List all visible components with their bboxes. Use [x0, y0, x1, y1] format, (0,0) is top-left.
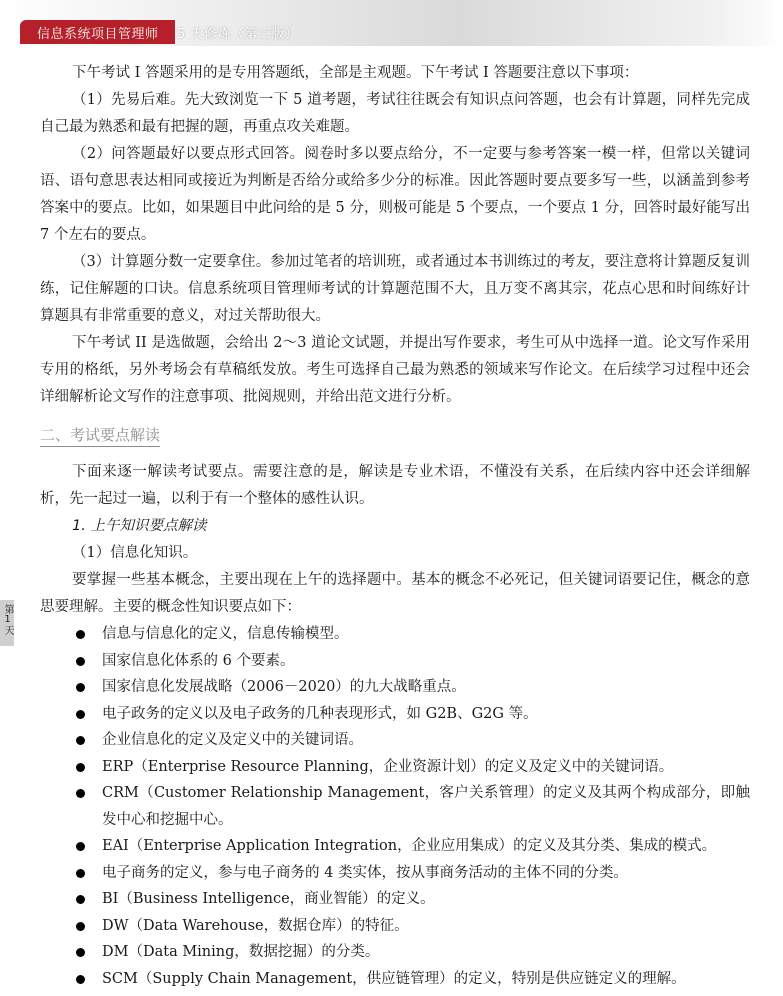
section-heading: [40, 423, 750, 447]
bullet-icon: [76, 657, 85, 666]
list-item: [40, 939, 750, 966]
chapter-side-tab-label: 第1天: [2, 604, 13, 635]
bullet-icon: [76, 842, 85, 851]
book-title: 信息系统项目管理师: [37, 27, 159, 42]
list-item-text: ERP（Enterprise Resource Planning，企业资源计划）的定义及定义中的关键词语。: [102, 758, 674, 775]
list-item: [40, 701, 750, 728]
list-item: [40, 886, 750, 913]
list-item-text: 信息与信息化的定义，信息传输模型。: [102, 626, 349, 642]
paragraph: 下午考试 I 答题采用的是专用答题纸，全部是主观题。下午考试 I 答题要注意以下事项：: [72, 65, 639, 81]
bullet-icon: [76, 736, 85, 745]
book-subtitle: 5 天修炼（第三版）: [177, 27, 299, 42]
list-item-text: DW（Data Warehouse，数据仓库）的特征。: [102, 917, 409, 934]
bullet-icon: [76, 710, 85, 719]
page-body: [40, 60, 750, 992]
list-item-text: BI（Business Intelligence，商业智能）的定义。: [102, 891, 435, 907]
bullet-icon: [76, 630, 85, 639]
list-item: [40, 913, 750, 940]
list-item-text: 企业信息化的定义及定义中的关键词语。: [102, 732, 363, 748]
list-item-text: 电子商务的定义，参与电子商务的 4 类实体，按从事商务活动的主体不同的分类。: [102, 864, 628, 881]
bullet-icon: [76, 763, 85, 772]
bullet-icon: [76, 789, 85, 798]
paragraph: （3）计算题分数一定要拿住。参加过笔者的培训班，或者通过本书训练过的考友，要注意将计算题反复训练，记住解题的口诀。信息系统项目管理师考试的计算题范围不大，且万变不离其宗，花点心思和时间练好计算题具有非常重要的意义，对过关帮助很大。: [40, 254, 750, 324]
list-item: [40, 754, 750, 781]
subheading: 1. 上午知识要点解读: [72, 518, 207, 534]
paragraph: （2）问答题最好以要点形式回答。阅卷时多以要点给分，不一定要与参考答案一模一样，但常以关键词语、语句意思表达相同或接近为判断是否给分或给多少分的标准。因此答题时要点要多写一些，以涵盖到参考答案中的要点。比如，如果题目中此问给的是 5 分，则极可能是 5 个要点，一个要点 1 分，回答时最好能写出 7 个左右的要点。: [40, 146, 750, 243]
list-item: [40, 674, 750, 701]
paragraph: （1）先易后难。先大致浏览一下 5 道考题，考试往往既会有知识点问答题，也会有计算题，同样先完成自己最为熟悉和最有把握的题，再重点攻关难题。: [40, 92, 750, 135]
list-item: [40, 860, 750, 887]
bullet-icon: [76, 869, 85, 878]
list-item: [40, 648, 750, 675]
page-header: [0, 0, 783, 46]
bullet-icon: [76, 975, 85, 984]
bullet-icon: [76, 895, 85, 904]
list-item-text: 电子政务的定义以及电子政务的几种表现形式，如 G2B、G2G 等。: [102, 705, 538, 722]
list-item-text: EAI（Enterprise Application Integration，企业应用集成）的定义及其分类、集成的模式。: [102, 838, 717, 854]
list-item: [40, 833, 750, 860]
sub-item: （1）信息化知识。: [72, 545, 198, 561]
section-heading-text: 二、考试要点解读: [40, 426, 160, 447]
list-item-text: DM（Data Mining，数据挖掘）的分类。: [102, 944, 380, 960]
intro-paragraph: 下面来逐一解读考试要点。需要注意的是，解读是专业术语，不懂没有关系，在后续内容中还会详细解析，先一起过一遍，以利于有一个整体的感性认识。: [40, 464, 750, 507]
concept-paragraph: 要掌握一些基本概念，主要出现在上午的选择题中。基本的概念不必死记，但关键词语要记住，概念的意思要理解。主要的概念性知识要点如下：: [40, 572, 750, 615]
list-item: [40, 727, 750, 754]
list-item-text: SCM（Supply Chain Management，供应链管理）的定义，特别是供应链定义的理解。: [102, 970, 686, 987]
list-item: [40, 621, 750, 648]
key-points-list: [40, 621, 750, 992]
paragraph: 下午考试 II 是选做题，会给出 2～3 道论文试题，并提出写作要求，考生可从中选择一道。论文写作采用专用的格纸，另外考场会有草稿纸发放。考生可选择自己最为熟悉的领域来写作论文。在后续学习过程中还会详细解析论文写作的注意事项、批阅规则，并给出范文进行分析。: [40, 335, 750, 405]
chapter-side-tab: [0, 600, 14, 646]
list-item: [40, 780, 750, 833]
list-item: [40, 966, 750, 993]
list-item-text: 国家信息化体系的 6 个要素。: [102, 652, 295, 669]
bullet-icon: [76, 948, 85, 957]
bullet-icon: [76, 683, 85, 692]
list-item-text: CRM（Customer Relationship Management，客户关系管理）的定义及其两个构成部分，即触发中心和挖掘中心。: [102, 785, 750, 828]
bullet-icon: [76, 922, 85, 931]
list-item-text: 国家信息化发展战略（2006－2020）的九大战略重点。: [102, 679, 466, 695]
